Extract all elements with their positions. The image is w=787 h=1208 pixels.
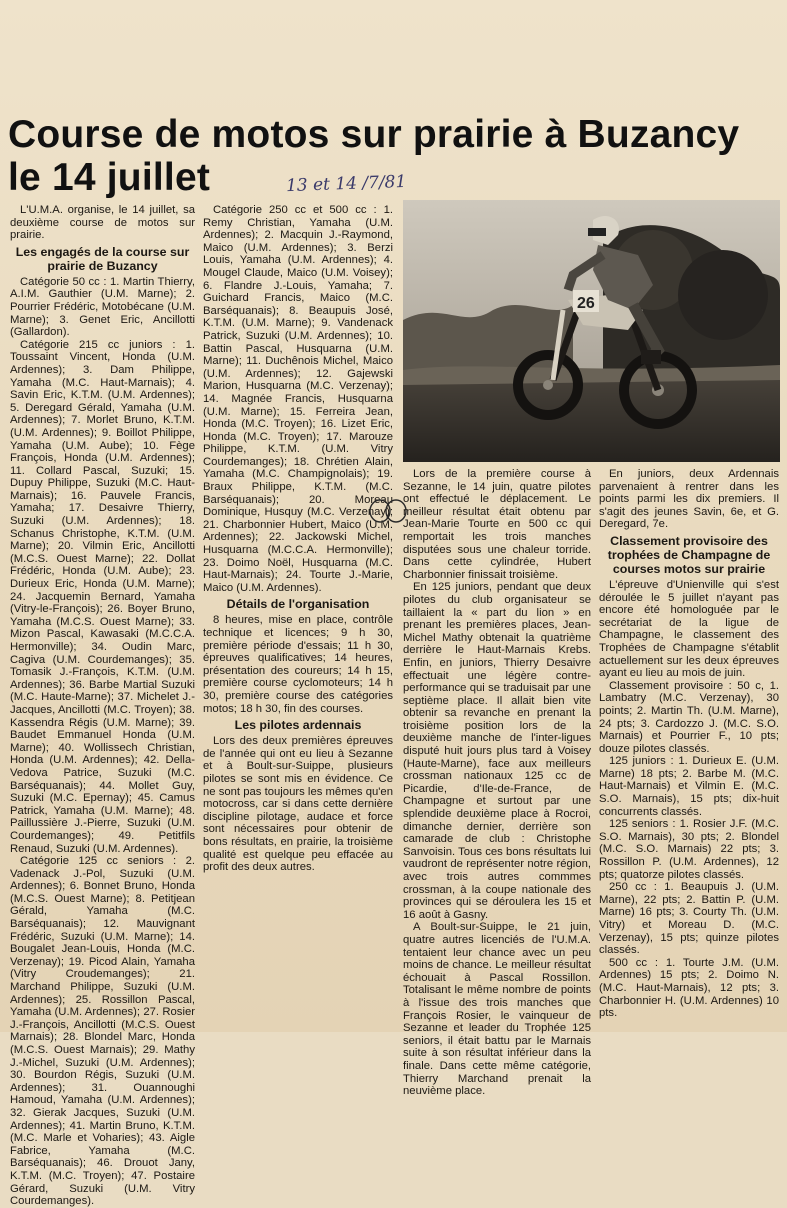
organisation-heading: Détails de l'organisation <box>226 597 370 612</box>
classement-50cc: Classement provisoire : 50 c, 1. Lambatry (M.C. Verzenay), 30 points; 2. Martin Th. (U.M. Marne), 24 pts; 3. Cardozzo J. (M.C. S.O. Marnais) et Pourrier F., 10 pts; douze pilotes classés. <box>599 679 779 755</box>
pilotes-paragraph-1: Lors des deux premières épreuves de l'année qui ont eu lieu à Sezanne et à Boult-sur-Suippe, plusieurs pilotes se sont mis en évidence. Ce ne sont pas toujours les mêmes qu'en motocross, car si dans cette dernière discipline pilotage, audace et force sont nécessaires pour obtenir de bons résultats, en prairie, la troisième qualité est quelque peu effacée au profit des deux autres. <box>203 735 393 874</box>
headline: Course de motos sur prairie à Buzancy le 14 juillet <box>8 113 740 199</box>
column-2 <box>203 204 393 874</box>
classement-125-seniors: 125 seniors : 1. Rosier J.F. (M.C. S.O. Marnais), 30 pts; 2. Blondel (M.C. S.O. Marnais) 22 pts; 3. Rossillon P. (U.M. Ardennes), 12 pts; quatorze pilotes classés. <box>599 818 779 881</box>
column-1 <box>10 204 195 1208</box>
classement-500cc: 500 cc : 1. Tourte J.M. (U.M. Ardennes) 15 pts; 2. Doimo N. (M.C. Haut-Marnais), 12 pts; 3. Charbonnier H. (U.M. Ardennes) 10 pts. <box>599 956 779 1020</box>
organisation-paragraph: 8 heures, mise en place, contrôle technique et licences; 9 h 30, première période d'essais; 11 h 30, épreuves qualificatives; 14 heures, présentation des coureurs; 14 h 15, première course cyclomoteurs; 14 h 30, première course des catégories motos; 18 h 30, fin des courses. <box>203 614 393 715</box>
engages-heading: Les engagés de la course sur prairie de Buzancy <box>15 244 190 273</box>
classement-250cc: 250 cc : 1. Beaupuis J. (U.M. Marne), 22 pts; 2. Battin P. (U.M. Marne) 16 pts; 3. Courty Th. (U.M. Vitry) et Moreau D. (M.C. Verzenay), 15 pts; quinze pilotes classés. <box>599 881 779 957</box>
classement-125-juniors: 125 juniors : 1. Durieux E. (U.M. Marne) 18 pts; 2. Barbe M. (M.C. Haut-Marnais) et Vilmin E. (M.C. S.O. Marnais), 15 pts; dix-huit concurrents classés. <box>599 755 779 818</box>
engages-50cc: Catégorie 50 cc : 1. Martin Thierry, A.I.M. Gauthier (U.M. Marne); 2. Pourrier Frédéric, Motobécane (U.M. Marne); 3. Genet Eric, Ancillotti (Gallardon). <box>10 275 195 339</box>
classement-heading: Classement provisoire des trophées de Champagne de courses motos sur prairie <box>607 533 771 576</box>
pilotes-heading: Les pilotes ardennais <box>234 718 362 733</box>
column-3 <box>403 468 591 1098</box>
engages-215cc-juniors: Catégorie 215 cc juniors : 1. Toussaint Vincent, Honda (U.M. Ardennes); 3. Dam Philippe, Yamaha (M.C. Haut-Marnais); 4. Savin Eric, K.T.M. (U.M. Ardennes); 5. Deregard Gérald, Yamaha (U.M. Ardennes); 7. Morlet Bruno, K.T.M. (U.M. Ardennes); 9. Boillot Philippe, Yamaha (U.M. Aube); 10. Fège François, Honda (U.M. Ardennes); 11. Collard Pascal, Suzuki; 15. Dupuy Philippe, Suzuki (M.C. Haut-Marnais); 16. Pauvele Francis, Yamaha; 17. Desaivre Thierry, Suzuki (U.M. Ardennes); 18. Schanus Christophe, K.T.M. (U.M. Marne); 20. Vilmin Eric, Ancillotti (M.C.S. Ouest Marne); 22. Dollat Frédéric, Honda (U.M. Aube); 23. Durieux Eric, Honda (U.M. Marne); 24. Jacquemin Bernard, Yamaha (Vitry-le-François); 26. Boyer Bruno, Yamaha (M.C.S. Ouest Marne); 33. Mizon Pascal, Kawasaki (M.C.C.A. Hermonville); 34. Oudin Marc, Cagiva (U.M. Courdemanges); 35. Tomasik J.-François, K.T.M. (U.M. Ardennes); 36. Barbe Martial Suzuki (M.C. Haute-Marne); 37. Michelet J.-Jacques, Ancillotti (M.C. Troyen); 38. Kassendra Régis (U.M. Marne); 39. Baudet Emmanuel Honda (U.M. Marne); 40. Wollissech Christian, Honda (U.M. Ardennes); 42. Della-Vedova Patrice, Suzuki (M.C. Barséquanais); 44. Mollet Guy, Suzuki (M.C. Epernay); 45. Camus Patrick, Yamaha (U.M. Marne); 48. Paillussière J.-Pierre, Suzuki (U.M. Courdemanges); 49. Petitfils Renaud, Suzuki (U.M. Ardennes). <box>10 338 195 855</box>
motocross-photo <box>403 200 780 462</box>
engages-250-500cc: Catégorie 250 cc et 500 cc : 1. Remy Christian, Yamaha (U.M. Ardennes); 2. Macquin J.-Raymond, Maico (U.M. Ardennes); 3. Berzi Louis, Yamaha (U.M. Ardennes); 4. Mougel Claude, Maico (U.M. Voisey); 6. Flandre J.-Louis, Yamaha; 7. Guichard Francis, Maico (M.C. Barséquanais); 8. Beaupuis José, K.T.M. (U.M. Marne); 9. Vandenack Patrick, Suzuki (U.M. Ardennes); 10. Battin Pascal, Husquarna (U.M. Marne); 11. Duchênois Michel, Maico (U.M. Ardennes); 12. Gajewski Marion, Husquarna (M.C. Verzenay); 14. Magnée Francis, Husquarna (U.M. Marne); 15. Ferreira Jean, Honda (M.C. Troyen); 16. Lizet Eric, Honda (M.C. Troyen); 17. Marouze Philippe, K.T.M. (U.M. Vitry Courdemanges); 18. Chrétien Alain, Yamaha (M.C. Champignolais); 19. Braux Philippe, K.T.M. (M.C. Barséquanais); 20. Moreau Dominique, Husquy (M.C. Verzenay); 21. Charbonnier Hubert, Maico (U.M. Ardennes); 22. Jackowski Michel, Husquarna (M.C.C.A. Hermonville); 23. Doimo Noël, Husquarna (M.C. Haut-Marnais); 24. Tourte J.-Marie, Maico (U.M. Ardennes). <box>203 204 393 594</box>
pilotes-paragraph-2: Lors de la première course à Sezanne, le 14 juin, quatre pilotes ont effectué le déplacement. Le meilleur résultat était obtenu par Jean-Marie Tourte en 500 cc qui remportait les trois manches disputées sous une chaleur torride. Dans cette cylindrée, Hubert Charbonnier finissait troisième. <box>403 468 591 581</box>
motocross-rider-image <box>403 200 780 462</box>
svg-text:26: 26 <box>577 295 595 312</box>
engages-125cc-seniors: Catégorie 125 cc seniors : 2. Vadenack J.-Pol, Suzuki (U.M. Ardennes); 6. Bonnet Bruno, Honda (M.C.S. Ouest Marne); 8. Petitjean Gérald, Yamaha (M.C. Barséquanais); 12. Mauvignant Frédéric, Suzuki (U.M. Marne); 14. Bougalet Jean-Louis, Honda (M.C. Verzenay); 19. Picod Alain, Yamaha (Vitry Croudemanges); 21. Marchand Philippe, Suzuki (U.M. Ardennes); 25. Rossillon Pascal, Yamaha (U.M. Ardennes); 27. Rosier J.-François, Ancillotti (M.C.S. Ouest Marnais); 28. Blondel Marc, Honda (M.C.S. Ouest Marnais); 29. Mathy J.-Michel, Suzuki (U.M. Ardennes); 30. Bourdon Régis, Suzuki (U.M. Ardennes); 31. Ouannoughi Hamoud, Yamaha (U.M. Ardennes); 32. Gierak Jacques, Suzuki (U.M. Ardennes); 41. Martin Bruno, K.T.M. (M.C. Marle et Voharies); 43. Aigle Fabrice, Yamaha (M.C. Barséquanais); 46. Drouot Jany, K.T.M. (M.C. Troyen); 47. Postaire Gérard, Suzuki (U.M. Vitry Courdemanges). <box>10 855 195 1208</box>
handwritten-date: 13 et 14 /7/81 <box>285 171 407 197</box>
pilotes-paragraph-4: A Boult-sur-Suippe, le 21 juin, quatre autres licenciés de l'U.M.A. tentaient leur chance avec un peu moins de chance. Le meilleur résultat échouait à Pascal Rossillon. Totalisant le même nombre de points à l'issue des trois manches que François Rosier, le vainqueur de Sezanne et leader du Trophée 125 seniors, il était battu par le Marnais suite à son résultat inférieur dans la finale. Dans cette même catégorie, Thierry Marchand prenait la neuvième place. <box>403 921 591 1098</box>
intro-paragraph: L'U.M.A. organise, le 14 juillet, sa deuxième course de motos sur prairie. <box>10 204 195 242</box>
column-4 <box>599 468 779 1020</box>
pilotes-paragraph-5: En juniors, deux Ardennais parvenaient à rentrer dans les points parmi les dix premiers. Il s'agit des jeunes Savin, 6e, et G. Deregard, 7e. <box>599 468 779 531</box>
pilotes-paragraph-3: En 125 juniors, pendant que deux pilotes du club organisateur se taillaient la « part du lion » en prenant les premières places, Jean-Michel Mathy obtenait la quatrième derrière le Haut-Marnais Krebs. Enfin, en juniors, Thierry Desaivre effectuait une légère contre-performance qui se traduisait par une septième place. Il allait bien vite obtenir sa revanche en prenant la troisième position lors de la deuxième manche de l'inter-ligues disputé huit jours plus tard à Voisey (Haute-Marne), face aux meilleurs crossman nationaux 125 cc de Picardie, d'Ile-de-France, de Champagne et surtout par une splendide deuxième place à Rocroi, dimanche dernier, derrière son camarade de club : Christophe Sanvoisin. Tous ces bons résultats lui vaudront de représenter notre région, avec trois autres commmes crossman, à la coupe nationale des provinces qui se déroulera les 15 et 16 août à Gasny. <box>403 581 591 921</box>
classement-paragraph-1: L'épreuve d'Unienville qui s'est déroulée le 5 juillet n'ayant pas encore été homologuée par le secrétariat de la ligue de Champagne, le classement des Trophées de Champagne s'établit actuellement sur les deux épreuves ayant eu lieu au mois de juin. <box>599 578 779 680</box>
